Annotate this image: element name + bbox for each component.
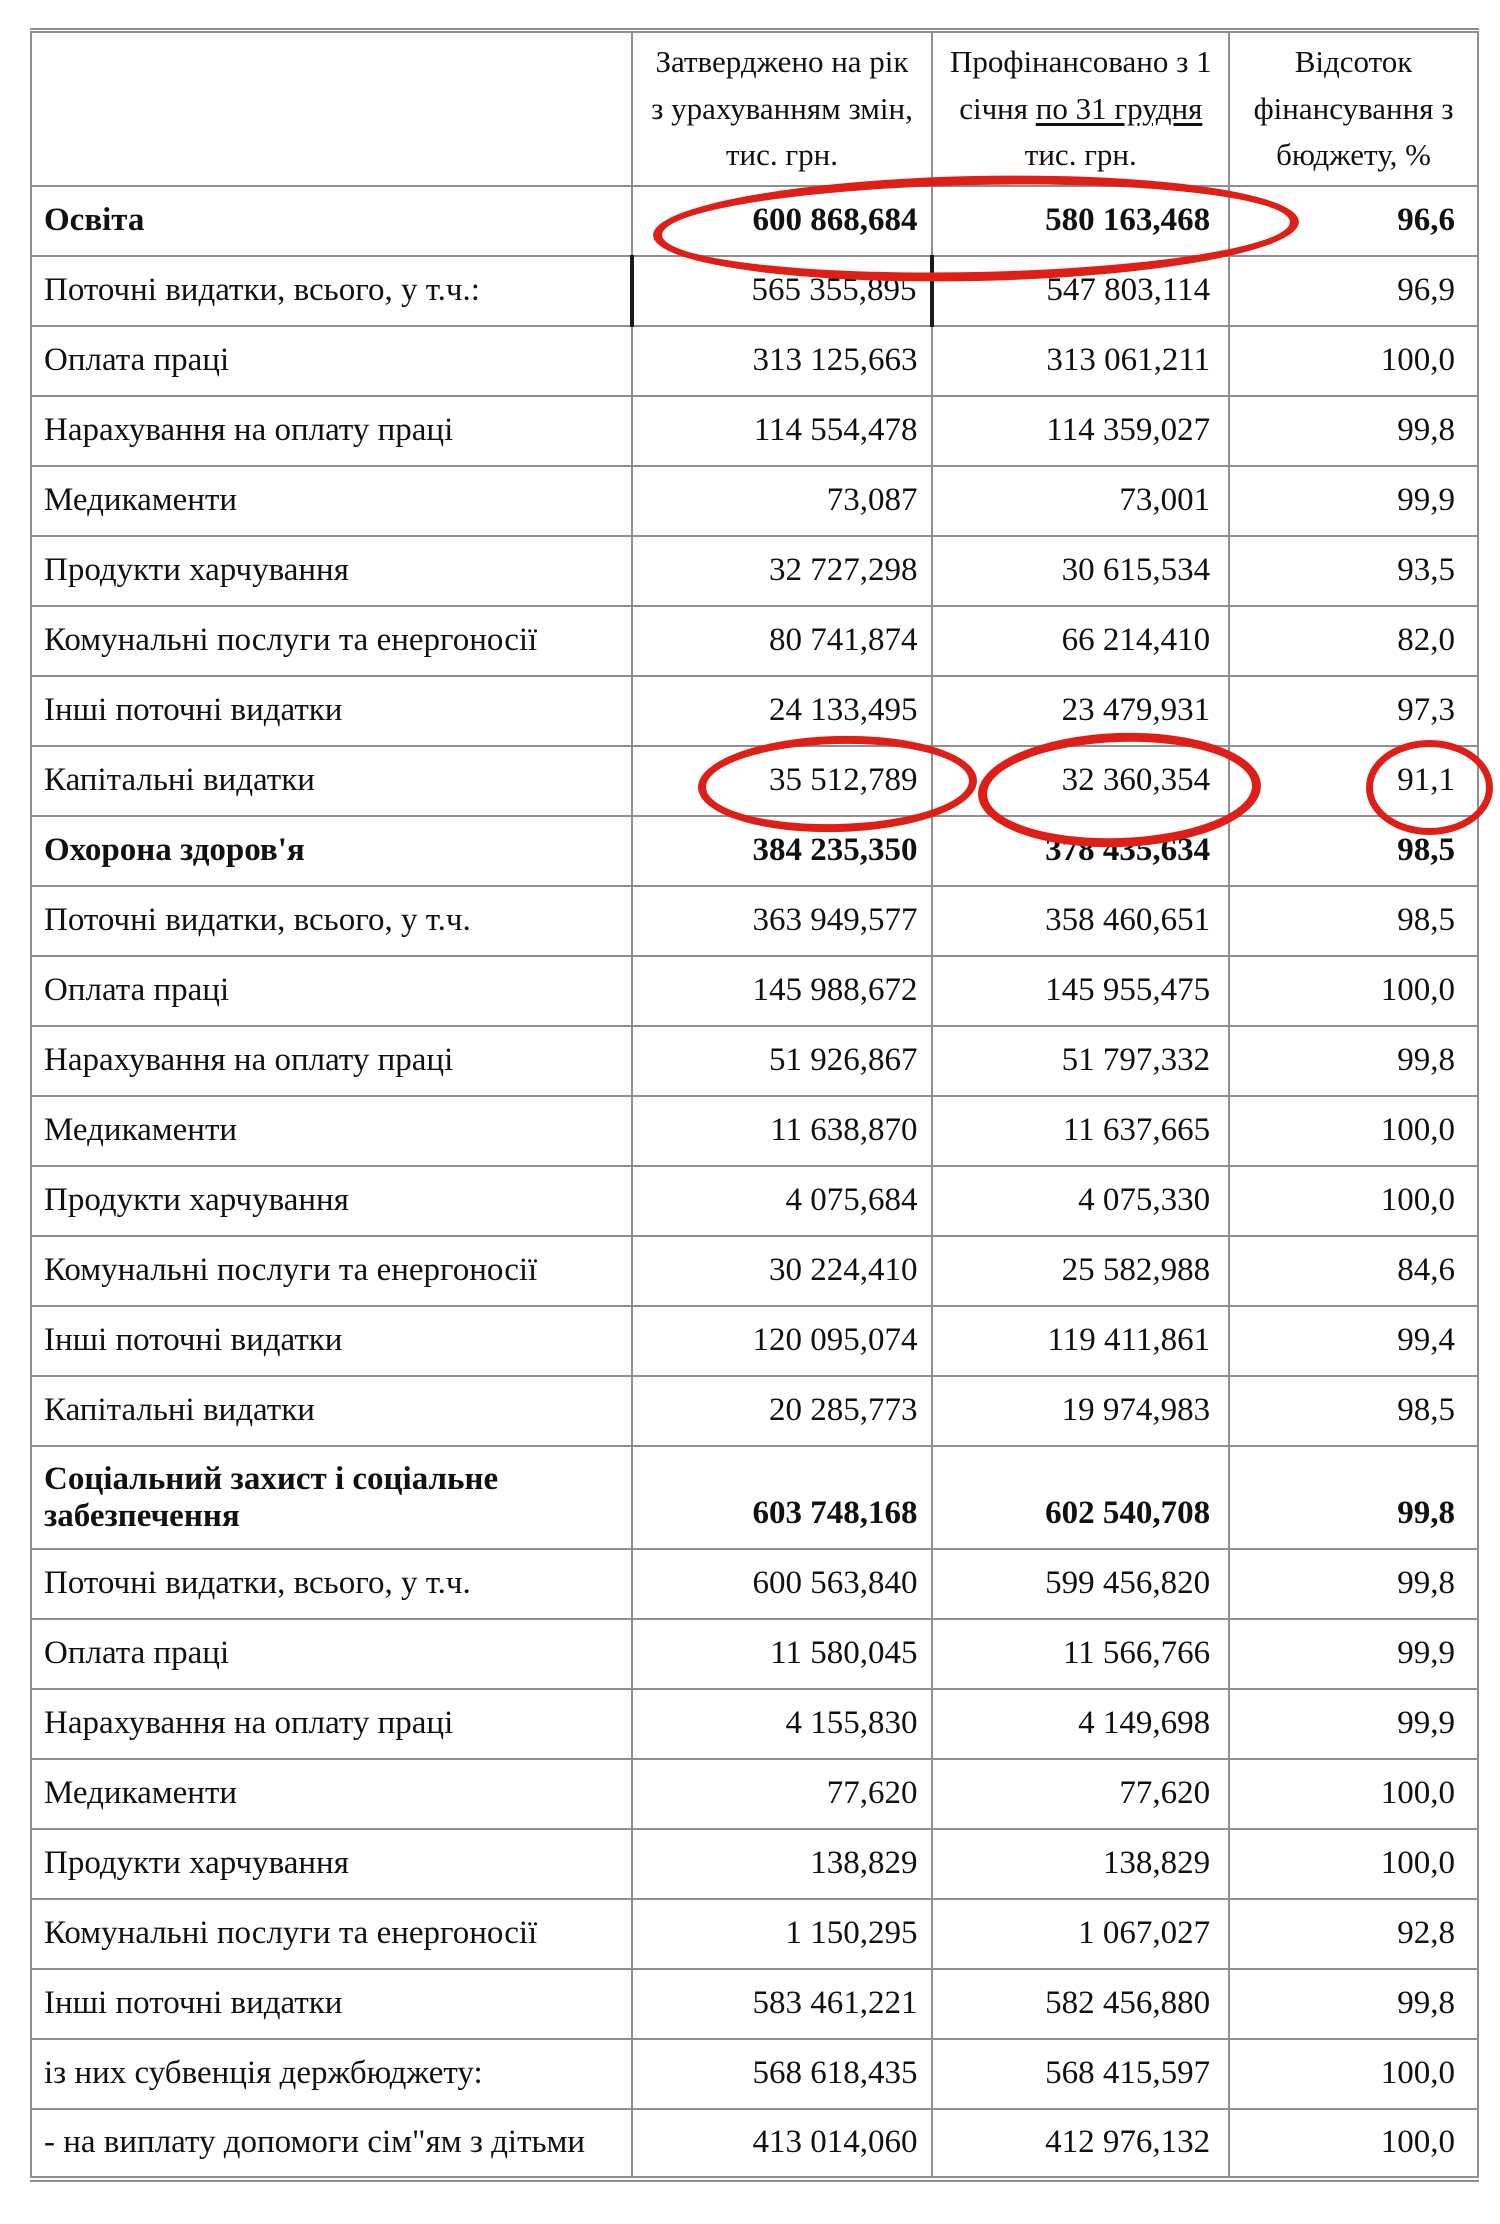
percent-cell: 99,8 bbox=[1229, 1549, 1478, 1619]
row-label-cell: Комунальні послуги та енергоносії bbox=[31, 1899, 632, 1969]
percent-cell: 100,0 bbox=[1229, 326, 1478, 396]
row-label-cell: Соціальний захист і соціальне забезпечення bbox=[31, 1446, 632, 1549]
row-label-cell: Інші поточні видатки bbox=[31, 676, 632, 746]
approved-amount-cell: 4 155,830 bbox=[632, 1689, 933, 1759]
table-row bbox=[31, 326, 1478, 396]
table-row bbox=[31, 1689, 1478, 1759]
financed-amount-cell: 580 163,468 bbox=[932, 186, 1229, 256]
percent-cell: 91,1 bbox=[1229, 746, 1478, 816]
approved-amount-cell: 565 355,895 bbox=[632, 256, 933, 326]
row-label-cell: Освіта bbox=[31, 186, 632, 256]
approved-amount-cell: 1 150,295 bbox=[632, 1899, 933, 1969]
table-row bbox=[31, 1969, 1478, 2039]
financed-amount-cell: 547 803,114 bbox=[932, 256, 1229, 326]
approved-amount-cell: 77,620 bbox=[632, 1759, 933, 1829]
approved-amount-cell: 568 618,435 bbox=[632, 2039, 933, 2109]
financed-amount-cell: 114 359,027 bbox=[932, 396, 1229, 466]
table-row bbox=[31, 466, 1478, 536]
financed-amount-cell: 77,620 bbox=[932, 1759, 1229, 1829]
approved-amount-cell: 35 512,789 bbox=[632, 746, 933, 816]
header-financed-text-tail: тис. грн. bbox=[1024, 137, 1137, 172]
row-label-cell: - на виплату допомоги сім"ям з дітьми bbox=[31, 2109, 632, 2179]
financed-amount-cell: 599 456,820 bbox=[932, 1549, 1229, 1619]
table-row bbox=[31, 536, 1478, 606]
financed-amount-cell: 66 214,410 bbox=[932, 606, 1229, 676]
percent-cell: 99,9 bbox=[1229, 466, 1478, 536]
financed-amount-cell: 51 797,332 bbox=[932, 1026, 1229, 1096]
percent-cell: 100,0 bbox=[1229, 2109, 1478, 2179]
approved-amount-cell: 600 868,684 bbox=[632, 186, 933, 256]
row-label-cell: Оплата праці bbox=[31, 956, 632, 1026]
percent-cell: 99,8 bbox=[1229, 1026, 1478, 1096]
financed-amount-cell: 4 075,330 bbox=[932, 1166, 1229, 1236]
approved-amount-cell: 145 988,672 bbox=[632, 956, 933, 1026]
row-label-cell: Капітальні видатки bbox=[31, 1376, 632, 1446]
row-label-cell: Медикаменти bbox=[31, 1096, 632, 1166]
header-financed-cell bbox=[932, 31, 1229, 186]
row-label-cell: Продукти харчування bbox=[31, 536, 632, 606]
row-label-cell: Продукти харчування bbox=[31, 1829, 632, 1899]
row-label-cell: Інші поточні видатки bbox=[31, 1306, 632, 1376]
table-row bbox=[31, 1899, 1478, 1969]
financed-amount-cell: 138,829 bbox=[932, 1829, 1229, 1899]
percent-cell: 100,0 bbox=[1229, 1759, 1478, 1829]
header-financed-text: Профінансовано з 1 січня bbox=[949, 44, 1212, 126]
financed-amount-cell: 1 067,027 bbox=[932, 1899, 1229, 1969]
approved-amount-cell: 384 235,350 bbox=[632, 816, 933, 886]
table-row bbox=[31, 956, 1478, 1026]
financed-amount-cell: 11 637,665 bbox=[932, 1096, 1229, 1166]
table-row bbox=[31, 396, 1478, 466]
table-row bbox=[31, 2039, 1478, 2109]
table-row bbox=[31, 186, 1478, 256]
table-row bbox=[31, 886, 1478, 956]
table-row bbox=[31, 676, 1478, 746]
table-row bbox=[31, 256, 1478, 326]
approved-amount-cell: 313 125,663 bbox=[632, 326, 933, 396]
financed-amount-cell: 119 411,861 bbox=[932, 1306, 1229, 1376]
row-label-cell: Нарахування на оплату праці bbox=[31, 1689, 632, 1759]
row-label-cell: Охорона здоров'я bbox=[31, 816, 632, 886]
financed-amount-cell: 358 460,651 bbox=[932, 886, 1229, 956]
approved-amount-cell: 11 638,870 bbox=[632, 1096, 933, 1166]
table-row bbox=[31, 1549, 1478, 1619]
table-row bbox=[31, 1096, 1478, 1166]
percent-cell: 92,8 bbox=[1229, 1899, 1478, 1969]
row-label-cell: Інші поточні видатки bbox=[31, 1969, 632, 2039]
financed-amount-cell: 313 061,211 bbox=[932, 326, 1229, 396]
table-row bbox=[31, 1446, 1478, 1549]
approved-amount-cell: 11 580,045 bbox=[632, 1619, 933, 1689]
approved-amount-cell: 413 014,060 bbox=[632, 2109, 933, 2179]
financed-amount-cell: 19 974,983 bbox=[932, 1376, 1229, 1446]
financed-amount-cell: 4 149,698 bbox=[932, 1689, 1229, 1759]
budget-table bbox=[30, 28, 1479, 2182]
table-row bbox=[31, 1759, 1478, 1829]
percent-cell: 99,8 bbox=[1229, 1969, 1478, 2039]
percent-cell: 99,8 bbox=[1229, 1446, 1478, 1549]
row-label-cell: Поточні видатки, всього, у т.ч. bbox=[31, 886, 632, 956]
approved-amount-cell: 73,087 bbox=[632, 466, 933, 536]
percent-cell: 84,6 bbox=[1229, 1236, 1478, 1306]
row-label-cell: Комунальні послуги та енергоносії bbox=[31, 1236, 632, 1306]
percent-cell: 100,0 bbox=[1229, 956, 1478, 1026]
approved-amount-cell: 583 461,221 bbox=[632, 1969, 933, 2039]
approved-amount-cell: 120 095,074 bbox=[632, 1306, 933, 1376]
row-label-cell: Нарахування на оплату праці bbox=[31, 396, 632, 466]
table-row bbox=[31, 1619, 1478, 1689]
approved-amount-cell: 30 224,410 bbox=[632, 1236, 933, 1306]
budget-table-body bbox=[31, 186, 1478, 2179]
approved-amount-cell: 51 926,867 bbox=[632, 1026, 933, 1096]
header-row bbox=[31, 31, 1478, 186]
table-row bbox=[31, 746, 1478, 816]
percent-cell: 99,4 bbox=[1229, 1306, 1478, 1376]
table-row bbox=[31, 1236, 1478, 1306]
percent-cell: 96,9 bbox=[1229, 256, 1478, 326]
header-label-cell bbox=[31, 31, 632, 186]
financed-amount-cell: 30 615,534 bbox=[932, 536, 1229, 606]
financed-amount-cell: 412 976,132 bbox=[932, 2109, 1229, 2179]
header-financed-underlined-text: по 31 грудня bbox=[1035, 90, 1203, 126]
percent-cell: 98,5 bbox=[1229, 1376, 1478, 1446]
financed-amount-cell: 23 479,931 bbox=[932, 676, 1229, 746]
percent-cell: 99,8 bbox=[1229, 396, 1478, 466]
row-label-cell: Поточні видатки, всього, у т.ч. bbox=[31, 1549, 632, 1619]
financed-amount-cell: 32 360,354 bbox=[932, 746, 1229, 816]
financed-amount-cell: 25 582,988 bbox=[932, 1236, 1229, 1306]
row-label-cell: із них субвенція держбюджету: bbox=[31, 2039, 632, 2109]
approved-amount-cell: 600 563,840 bbox=[632, 1549, 933, 1619]
row-label-cell: Комунальні послуги та енергоносії bbox=[31, 606, 632, 676]
percent-cell: 100,0 bbox=[1229, 1166, 1478, 1236]
financed-amount-cell: 145 955,475 bbox=[932, 956, 1229, 1026]
header-percent-cell: Відсоток фінансування з бюджету, % bbox=[1229, 31, 1478, 186]
financed-amount-cell: 602 540,708 bbox=[932, 1446, 1229, 1549]
financed-amount-cell: 73,001 bbox=[932, 466, 1229, 536]
percent-cell: 99,9 bbox=[1229, 1689, 1478, 1759]
percent-cell: 98,5 bbox=[1229, 816, 1478, 886]
financed-amount-cell: 582 456,880 bbox=[932, 1969, 1229, 2039]
approved-amount-cell: 4 075,684 bbox=[632, 1166, 933, 1236]
approved-amount-cell: 363 949,577 bbox=[632, 886, 933, 956]
percent-cell: 97,3 bbox=[1229, 676, 1478, 746]
table-row bbox=[31, 2109, 1478, 2179]
table-row bbox=[31, 1376, 1478, 1446]
row-label-cell: Оплата праці bbox=[31, 1619, 632, 1689]
table-row bbox=[31, 1026, 1478, 1096]
percent-cell: 100,0 bbox=[1229, 1829, 1478, 1899]
financed-amount-cell: 11 566,766 bbox=[932, 1619, 1229, 1689]
row-label-cell: Медикаменти bbox=[31, 466, 632, 536]
row-label-cell: Нарахування на оплату праці bbox=[31, 1026, 632, 1096]
percent-cell: 93,5 bbox=[1229, 536, 1478, 606]
percent-cell: 99,9 bbox=[1229, 1619, 1478, 1689]
approved-amount-cell: 114 554,478 bbox=[632, 396, 933, 466]
row-label-cell: Капітальні видатки bbox=[31, 746, 632, 816]
header-approved-cell: Затверджено на рік з урахуванням змін, тис. грн. bbox=[632, 31, 933, 186]
approved-amount-cell: 24 133,495 bbox=[632, 676, 933, 746]
approved-amount-cell: 32 727,298 bbox=[632, 536, 933, 606]
table-row bbox=[31, 1829, 1478, 1899]
approved-amount-cell: 138,829 bbox=[632, 1829, 933, 1899]
percent-cell: 82,0 bbox=[1229, 606, 1478, 676]
approved-amount-cell: 80 741,874 bbox=[632, 606, 933, 676]
row-label-cell: Медикаменти bbox=[31, 1759, 632, 1829]
approved-amount-cell: 20 285,773 bbox=[632, 1376, 933, 1446]
percent-cell: 100,0 bbox=[1229, 2039, 1478, 2109]
table-row bbox=[31, 816, 1478, 886]
financed-amount-cell: 378 435,634 bbox=[932, 816, 1229, 886]
row-label-cell: Оплата праці bbox=[31, 326, 632, 396]
percent-cell: 96,6 bbox=[1229, 186, 1478, 256]
financed-amount-cell: 568 415,597 bbox=[932, 2039, 1229, 2109]
percent-cell: 98,5 bbox=[1229, 886, 1478, 956]
row-label-cell: Поточні видатки, всього, у т.ч.: bbox=[31, 256, 632, 326]
percent-cell: 100,0 bbox=[1229, 1096, 1478, 1166]
table-row bbox=[31, 1306, 1478, 1376]
table-row bbox=[31, 1166, 1478, 1236]
table-row bbox=[31, 606, 1478, 676]
approved-amount-cell: 603 748,168 bbox=[632, 1446, 933, 1549]
row-label-cell: Продукти харчування bbox=[31, 1166, 632, 1236]
